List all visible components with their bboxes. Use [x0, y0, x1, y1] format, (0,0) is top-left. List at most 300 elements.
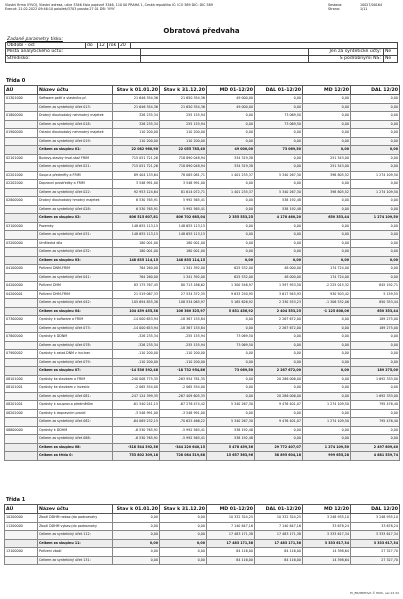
sestava-label: Sestava:	[328, 3, 343, 7]
table-cell: 0,00	[255, 248, 303, 257]
table-cell: 22 082 960,90	[113, 146, 160, 155]
table-cell: 0,00	[351, 350, 400, 359]
column-header: Stav k 01.01.20	[113, 86, 160, 95]
table-cell: 6 530 765,91	[113, 197, 160, 206]
table-cell: 3 333 617,34	[351, 539, 400, 548]
table-cell: 0,00	[303, 426, 351, 435]
table-cell: 3 333 617,34	[303, 539, 351, 548]
table-cell: Drobný dlouhodobý nehmotný majetek	[38, 112, 113, 121]
table-cell	[5, 256, 38, 265]
table-cell: 17 483 171,38	[207, 539, 255, 548]
table-cell: Pořízení zboží	[38, 548, 113, 557]
table-cell: Celkem za syntetický účet 022:	[38, 188, 113, 197]
table-cell: 0,00	[255, 333, 303, 342]
table-cell: 398 805,52	[303, 171, 351, 180]
table-cell: 174 724,00	[303, 265, 351, 274]
table-cell: 148 655 113,15	[113, 231, 160, 240]
table-cell: 0,00	[351, 163, 400, 172]
table-cell: 83 175 767,45	[113, 282, 160, 291]
table-cell	[5, 392, 38, 401]
table-cell: 5 340 267,30	[255, 188, 303, 197]
table-cell: 11200000	[5, 522, 38, 531]
table-cell: 0,00	[255, 409, 303, 418]
table-cell: Drobný dlouhodobý hmotný majetek	[38, 197, 113, 206]
table-cell: 1 300 546,97	[207, 282, 255, 291]
table-cell: 0,00	[303, 435, 351, 444]
table-row	[5, 239, 400, 248]
table-cell: 255 155,94	[160, 120, 207, 129]
table-cell: 1 401 235,37	[207, 171, 255, 180]
table-cell: 73 069,50	[207, 333, 255, 342]
table-cell: Celkem za třídu 0:	[38, 452, 113, 461]
table-row	[5, 514, 400, 523]
table-cell: 0,00	[303, 392, 351, 401]
table-cell: 0,00	[351, 333, 400, 342]
table-cell: 0,00	[207, 137, 255, 146]
misto-label: Místa analytického účtu:	[6, 49, 141, 55]
table-cell: 0,00	[207, 256, 255, 265]
table-row	[5, 531, 400, 540]
table-cell: 0,00	[160, 531, 207, 540]
table-cell: 110 200,00	[160, 129, 207, 138]
table-cell: 73 069,50	[255, 146, 303, 155]
table-row	[5, 129, 400, 138]
table-cell: Software patří a vlastního př.	[38, 95, 113, 104]
stredisko-label: Středisko:	[6, 56, 141, 62]
podr-label: S podrobnými NS:	[309, 56, 384, 62]
obdobi-year: 20	[119, 43, 131, 48]
table-cell: 251 543,00	[303, 154, 351, 163]
table-cell: 49 000,00	[207, 95, 255, 104]
table-cell: 110 200,00	[113, 137, 160, 146]
table-cell: 4 881 539,74	[351, 452, 400, 461]
table-cell: 5 165 626,92	[207, 299, 255, 308]
table-cell: 14 398,64	[303, 548, 351, 557]
table-cell: 0,00	[351, 197, 400, 206]
table-row	[5, 418, 400, 427]
table-cell: Pozemky	[38, 222, 113, 231]
column-header: MD 12/20	[303, 505, 351, 514]
table-row	[5, 522, 400, 531]
table-cell: 0,00	[351, 409, 400, 418]
table-cell: Celkem za syntetický účet 021:	[38, 163, 113, 172]
table-row	[5, 95, 400, 104]
table-cell: 0,00	[113, 556, 160, 565]
table-cell: 08800000	[5, 426, 38, 435]
table-cell: 538 192,48	[255, 197, 303, 206]
table-cell: -3 548 991,00	[160, 409, 207, 418]
sestava-value: 10027/00164	[360, 3, 383, 7]
table-cell: 21 646 354,36	[113, 103, 160, 112]
table-row	[5, 273, 400, 282]
table-cell: Oprávky k software a FRIM	[38, 316, 113, 325]
table-cell: 0,00	[207, 205, 255, 214]
table-row	[5, 341, 400, 350]
table-cell: 999 655,28	[303, 452, 351, 461]
table-cell: 105 694 855,38	[113, 299, 160, 308]
table-cell: -64 089 232,15	[113, 418, 160, 427]
table-cell: -18 367 155,84	[160, 324, 207, 333]
table-cell: 0,00	[255, 341, 303, 350]
table-cell: 0,00	[255, 384, 303, 393]
table-cell: 0,00	[303, 180, 351, 189]
table-row	[5, 146, 400, 155]
table-row	[5, 154, 400, 163]
jen-value: Ne	[385, 49, 392, 54]
table-cell: 5 992 565,41	[160, 205, 207, 214]
table-cell: 0,00	[303, 103, 351, 112]
table-cell: 3 248 935,10	[351, 514, 400, 523]
section-title: Třída 1	[6, 497, 26, 503]
table-cell: 148 835 114,15	[113, 256, 160, 265]
table-cell: 0,00	[255, 180, 303, 189]
table-cell: 0,00	[303, 120, 351, 129]
table-cell: 0,00	[207, 112, 255, 121]
table-cell	[5, 299, 38, 308]
table-cell: 48 000,00	[255, 273, 303, 282]
table-cell: 48 000,00	[255, 265, 303, 274]
table-cell: 0,00	[255, 163, 303, 172]
table-cell: 1 401 235,37	[207, 188, 255, 197]
table-cell	[5, 214, 38, 223]
table-cell: 49 000,00	[207, 103, 255, 112]
table-cell: 398 805,52	[303, 188, 351, 197]
table-cell: 04100000	[5, 265, 38, 274]
table-cell: 148 655 113,15	[160, 231, 207, 240]
table-cell: 78 065 081,71	[160, 171, 207, 180]
table-cell: 2 330 553,23	[255, 299, 303, 308]
table-cell: Celkem za syntetický účet 032:	[38, 248, 113, 257]
table-cell: Celkem za syntetický účet 082:	[38, 418, 113, 427]
table-cell: 148 835 114,15	[160, 256, 207, 265]
table-cell: 1 274 109,50	[303, 418, 351, 427]
column-header: Název účtu	[38, 86, 113, 95]
table-cell: 0,00	[255, 358, 303, 367]
table-cell: 0,00	[255, 426, 303, 435]
table-row	[5, 358, 400, 367]
table-cell: Celkem za syntetický účet 018:	[38, 120, 113, 129]
report-meta	[328, 3, 398, 12]
table-cell	[5, 443, 38, 452]
table-cell: 0,00	[303, 333, 351, 342]
table-cell: 0,00	[255, 231, 303, 240]
table-cell: 806 515 607,81	[113, 214, 160, 223]
table-row	[5, 214, 400, 223]
table-cell: 2 355 553,25	[207, 214, 255, 223]
table-cell: 84 116,00	[207, 548, 255, 557]
table-cell: 189 275,00	[351, 324, 400, 333]
table-row	[5, 171, 400, 180]
table-cell: Celkem za syntetický účet 013:	[38, 103, 113, 112]
table-cell: 0,00	[207, 248, 255, 257]
column-header: DAL 01-12/20	[255, 505, 303, 514]
company-line: Vlastní firma VYVOJ, Vlastní adresa, ulice 3346 čislo popisné 3346, 110 00 PRAHA 1, Česká republika IČ: ICO 589 DIČ: DIC 589	[5, 3, 213, 7]
table-cell: 73 069,50	[255, 120, 303, 129]
table-cell: 180 001,00	[113, 248, 160, 257]
table-cell: 180 001,00	[113, 239, 160, 248]
table-cell	[5, 103, 38, 112]
table-cell: 10200000	[5, 514, 38, 523]
table-cell: 0,00	[303, 256, 351, 265]
table-cell: 0,00	[351, 95, 400, 104]
table-cell: Zboží DDHM nebaz.(do podrozvahy	[38, 514, 113, 523]
table-cell: 1 341 392,00	[160, 273, 207, 282]
table-cell: 148 655 113,15	[160, 222, 207, 231]
table-cell: 15 657 563,96	[207, 452, 255, 461]
table-cell: 21 650 354,36	[160, 95, 207, 104]
table-cell: 08101001	[5, 384, 38, 393]
accounts-table	[4, 85, 400, 461]
table-cell: Celkem za skupinu 02:	[38, 214, 113, 223]
table-cell: 22 055 785,40	[160, 146, 207, 155]
obdobi-label: Období - od:	[6, 43, 86, 48]
table-cell: 73 069,50	[255, 112, 303, 121]
table-cell: 718 890 048,94	[160, 154, 207, 163]
table-cell: 0,00	[351, 341, 400, 350]
table-cell: 1 274 109,50	[303, 443, 351, 452]
table-cell: -110 200,00	[113, 358, 160, 367]
table-cell: 650 353,44	[303, 214, 351, 223]
table-cell: -255 155,94	[160, 341, 207, 350]
table-cell: 0,00	[207, 384, 255, 393]
table-row	[5, 248, 400, 257]
accounts-table	[4, 504, 400, 565]
table-cell: 1 341 392,00	[160, 265, 207, 274]
table-cell	[5, 248, 38, 257]
table-cell: 650 353,44	[351, 307, 400, 316]
table-cell: 1 692 333,00	[351, 375, 400, 384]
table-cell: 2 497 809,40	[351, 443, 400, 452]
table-cell: 0,00	[207, 358, 255, 367]
table-cell: -6 530 765,91	[113, 426, 160, 435]
table-cell: 930 503,42	[303, 290, 351, 299]
table-cell: 180 001,00	[160, 239, 207, 248]
table-row	[5, 265, 400, 274]
table-cell: 0,00	[303, 231, 351, 240]
table-cell: -247 124 399,35	[113, 392, 160, 401]
table-cell: 0,00	[255, 350, 303, 359]
table-cell: 17 483 171,38	[255, 539, 303, 548]
table-cell: Oprávky ke stavbám z investic	[38, 384, 113, 393]
table-cell: Celkem za syntetický účet 042:	[38, 299, 113, 308]
table-cell	[5, 531, 38, 540]
table-cell: 715 051 721,26	[113, 154, 160, 163]
table-cell: 33 678,24	[303, 522, 351, 531]
section-title: Třída 0	[6, 78, 26, 84]
strana-value: 1/11	[360, 7, 368, 12]
table-cell: 1 274 109,50	[351, 214, 400, 223]
table-cell: 7 140 847,16	[207, 522, 255, 531]
table-cell	[5, 358, 38, 367]
obdobi-do: do	[86, 43, 98, 48]
table-cell: 0,00	[303, 95, 351, 104]
table-cell: -1 125 808,06	[303, 307, 351, 316]
table-row	[5, 350, 400, 359]
table-cell: 20 286 006,00	[255, 375, 303, 384]
table-cell: 845 192,71	[351, 282, 400, 291]
table-cell: 0,00	[207, 350, 255, 359]
table-cell: 1 274 109,50	[351, 188, 400, 197]
table-cell: -61 540 241,15	[113, 401, 160, 410]
table-cell: 07900002	[5, 350, 38, 359]
document-header	[5, 3, 398, 12]
table-cell	[5, 163, 38, 172]
table-cell: Celkem za syntetický účet 088:	[38, 435, 113, 444]
table-cell: -263 954 781,35	[160, 375, 207, 384]
table-cell: 04200000	[5, 282, 38, 291]
table-cell: Oprávky k dopravním prostř.	[38, 409, 113, 418]
table-cell: 1 692 333,00	[351, 392, 400, 401]
table-cell: 806 702 685,04	[160, 214, 207, 223]
table-row	[5, 197, 400, 206]
table-cell: 0,00	[160, 556, 207, 565]
table-cell: 3 333 617,34	[303, 531, 351, 540]
table-cell: 84 116,00	[207, 556, 255, 565]
table-cell: 6 530 765,91	[113, 205, 160, 214]
table-cell: 92 953 124,64	[113, 188, 160, 197]
table-row	[5, 137, 400, 146]
table-cell: 110 200,00	[113, 129, 160, 138]
table-cell: 9 633 250,95	[207, 290, 255, 299]
table-row	[5, 120, 400, 129]
table-cell: 0,00	[255, 222, 303, 231]
table-cell: Celkem za syntetický účet 131:	[38, 556, 113, 565]
table-cell: Budovy-stavby trval.staž FRIM	[38, 154, 113, 163]
table-cell: Oprávky k DDHM	[38, 426, 113, 435]
table-cell: 89 404 133,64	[113, 171, 160, 180]
table-cell: 0,00	[207, 324, 255, 333]
table-cell: 27 327,70	[351, 548, 400, 557]
table-cell: 0,00	[351, 180, 400, 189]
table-cell: 0,00	[113, 514, 160, 523]
table-cell: 0,00	[351, 146, 400, 155]
table-cell: 110 200,00	[160, 137, 207, 146]
table-cell: 0,00	[303, 205, 351, 214]
table-row	[5, 556, 400, 565]
table-cell: 0,00	[351, 358, 400, 367]
table-cell: 0,00	[303, 239, 351, 248]
table-cell: 1 274 109,50	[351, 171, 400, 180]
table-row	[5, 282, 400, 291]
table-cell: 0,00	[351, 231, 400, 240]
table-cell: 84 116,00	[255, 556, 303, 565]
table-cell: 49 000,00	[207, 146, 255, 155]
table-cell: Pořízení DHM-FRIM	[38, 290, 113, 299]
table-row	[5, 188, 400, 197]
table-cell: -18 732 954,86	[160, 367, 207, 376]
table-cell: 0,00	[303, 316, 351, 325]
table-row	[5, 180, 400, 189]
table-cell: Celkem za syntetický účet 078:	[38, 341, 113, 350]
table-cell: 5 159,55	[351, 290, 400, 299]
table-cell: 0,00	[303, 129, 351, 138]
table-cell: 20 286 006,00	[255, 392, 303, 401]
column-header: DAL 01-12/20	[255, 86, 303, 95]
table-cell: 0,00	[303, 384, 351, 393]
table-cell: Celkem za skupinu 11:	[38, 539, 113, 548]
params-box	[5, 42, 398, 63]
table-cell: 0,00	[351, 154, 400, 163]
table-cell: Celkem za syntetický účet 019:	[38, 137, 113, 146]
table-cell: 538 192,48	[255, 205, 303, 214]
table-row	[5, 375, 400, 384]
table-cell: 2 267 672,00	[255, 324, 303, 333]
table-cell: -2 065 554,00	[160, 384, 207, 393]
table-cell: 5 340 267,30	[207, 401, 255, 410]
table-row	[5, 392, 400, 401]
table-cell: Oprávky k souprav.a předmětům	[38, 401, 113, 410]
table-cell: 0,00	[351, 265, 400, 274]
table-cell: 0,00	[303, 197, 351, 206]
table-cell: 0,00	[351, 256, 400, 265]
table-cell: 0,00	[160, 539, 207, 548]
table-cell: 73 069,50	[207, 341, 255, 350]
table-cell	[5, 341, 38, 350]
table-cell: 715 051 721,26	[113, 163, 160, 172]
obdobi-rok: rok	[108, 43, 119, 48]
table-cell	[5, 205, 38, 214]
table-cell: 538 192,48	[207, 435, 255, 444]
table-cell: Celkem za syntetický účet 041:	[38, 273, 113, 282]
table-cell: 5 340 267,30	[255, 171, 303, 180]
table-cell: 106 360 325,97	[160, 307, 207, 316]
table-row	[5, 316, 400, 325]
table-cell: 3 617 945,93	[255, 290, 303, 299]
table-cell: 0,00	[113, 539, 160, 548]
table-cell: 0,00	[255, 129, 303, 138]
table-cell: 08202000	[5, 409, 38, 418]
table-cell: 0,00	[255, 154, 303, 163]
table-cell: 0,00	[255, 137, 303, 146]
table-cell	[5, 367, 38, 376]
table-cell	[5, 307, 38, 316]
table-row	[5, 333, 400, 342]
table-cell: 21 650 354,36	[160, 103, 207, 112]
table-row	[5, 307, 400, 316]
table-row	[5, 222, 400, 231]
table-cell: 0,00	[351, 222, 400, 231]
table-cell: 0,00	[207, 409, 255, 418]
params-label: Zadané parametry tisku:	[7, 37, 63, 42]
table-cell: 0,00	[207, 180, 255, 189]
table-cell: 0,00	[351, 129, 400, 138]
table-cell: 753 802 309,18	[113, 452, 160, 461]
table-cell: 0,00	[303, 358, 351, 367]
table-cell: 0,00	[207, 375, 255, 384]
table-cell: Pořízení DHM	[38, 282, 113, 291]
table-cell: 1 274 109,50	[303, 401, 351, 410]
table-cell: -5 992 565,41	[160, 435, 207, 444]
table-cell: 0,00	[351, 426, 400, 435]
table-cell: 0,00	[351, 103, 400, 112]
table-cell: 01900000	[5, 129, 38, 138]
table-cell: Celkem za skupinu 03:	[38, 256, 113, 265]
table-cell: Celkem za syntetický účet 079:	[38, 358, 113, 367]
table-cell: 0,00	[207, 129, 255, 138]
table-cell: 21 519 067,33	[113, 290, 160, 299]
table-cell: -240 008 775,35	[113, 375, 160, 384]
obdobi-month: 12	[98, 43, 108, 48]
table-cell: -110 200,00	[160, 350, 207, 359]
table-cell: 3 548 991,00	[160, 180, 207, 189]
table-cell: -14 000 653,94	[113, 316, 160, 325]
table-row	[5, 231, 400, 240]
table-cell: 0,00	[160, 548, 207, 557]
table-cell: 255 155,94	[160, 112, 207, 121]
table-cell: 03200000	[5, 239, 38, 248]
table-cell: 0,00	[303, 341, 351, 350]
table-cell: 3 548 991,00	[113, 180, 160, 189]
